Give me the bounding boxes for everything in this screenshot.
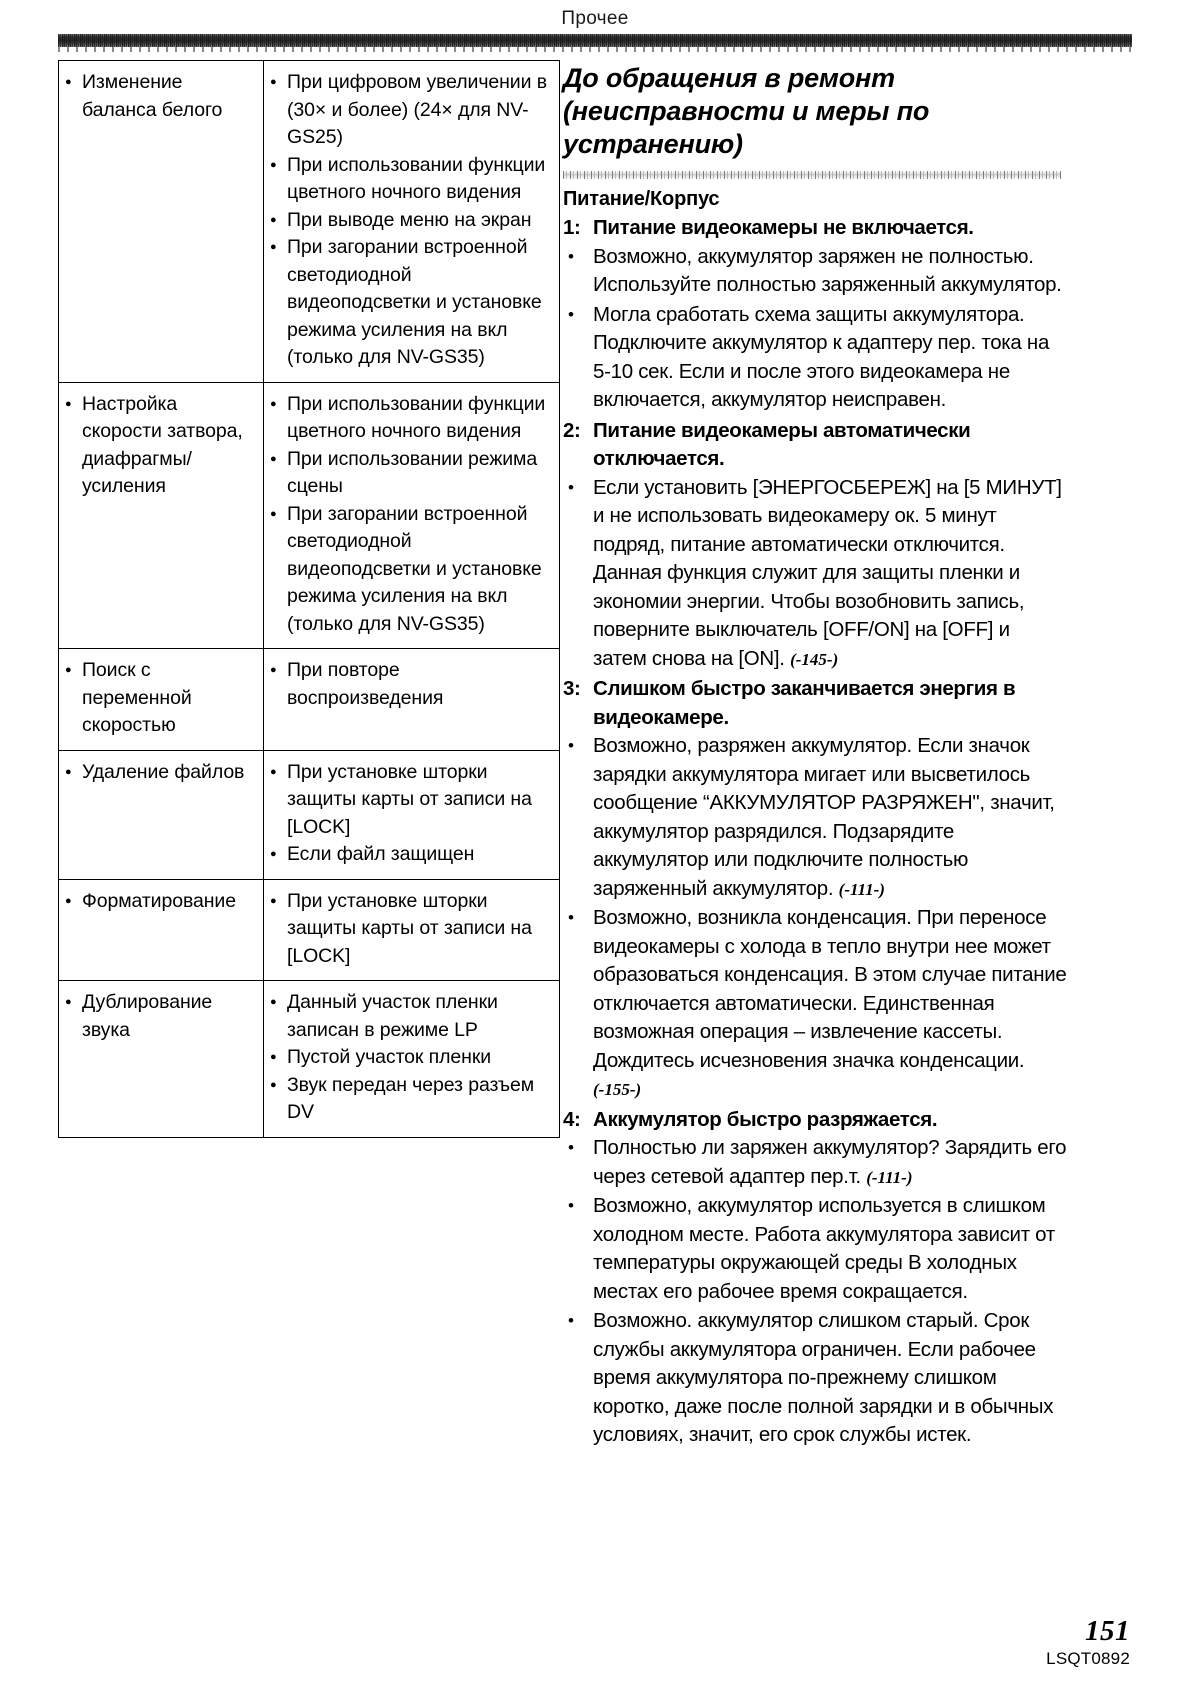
condition-list [270, 657, 553, 712]
solution-text: Если установить [ЭНЕРГОСБЕРЕЖ] на [5 МИНУТ] и не использовать видеокамеру ок. 5 минут подряд, питание автоматически отключится. Данная функция служит для защиты пленки и экономии энергии. Чтобы возобновить запись, поверните выключатель [OFF/ON] на [OFF] и затем снова на [ON]. [593, 475, 1062, 670]
table-row [59, 879, 560, 981]
list-item: ● Пустой участок пленки [270, 1044, 553, 1072]
condition-list [270, 391, 553, 639]
list-item: ● При загорании встроенной светодиодной видеоподсветки и установке режима усиления на вкл (только для NV-GS35) [270, 234, 553, 372]
list-item: ● Если файл защищен [270, 841, 553, 869]
problem-number: 1: [563, 216, 581, 239]
condition-list [270, 888, 553, 971]
header-decorative-rule-shadow [58, 47, 1132, 52]
table-row [59, 382, 560, 649]
list-item: ● При установке шторки защиты карты от записи на [LOCK] [270, 759, 553, 842]
table-cell-feature [59, 879, 264, 981]
table-cell-conditions [264, 981, 560, 1138]
list-item [563, 1134, 1068, 1192]
subsection-heading: Питание/Корпус [563, 188, 720, 210]
list-item: ● При использовании функции цветного ночного видения [270, 391, 553, 446]
feature-list [65, 888, 257, 916]
feature-list [65, 759, 257, 787]
table-row [59, 61, 560, 383]
problem-number: 3: [563, 677, 581, 700]
left-column [58, 60, 547, 1138]
list-item: ● При загорании встроенной светодиодной видеоподсветки и установке режима усиления на вкл (только для NV-GS35) [270, 501, 553, 639]
document-code: LSQT0892 [1046, 1649, 1130, 1668]
table-cell-feature [59, 981, 264, 1138]
table-cell-feature [59, 649, 264, 751]
list-item: ● Дублирование звука [65, 989, 257, 1044]
list-item [563, 904, 1068, 1105]
feature-list [65, 69, 257, 124]
table-cell-conditions [264, 879, 560, 981]
list-item [563, 474, 1068, 675]
list-item: ● При цифровом увеличении в (30× и более) (24× для NV-GS25) [270, 69, 553, 152]
list-item: ● Данный участок пленки записан в режиме LP [270, 989, 553, 1044]
feature-restrictions-table [58, 60, 560, 1138]
list-item: ● Настройка скорости затвора, диафрагмы/ усиления [65, 391, 257, 501]
problem-text: Питание видеокамеры автоматически отключается. [593, 418, 971, 470]
solution-list [563, 732, 1068, 1105]
list-item: ● Поиск с переменной скоростью [65, 657, 257, 740]
table-cell-conditions [264, 61, 560, 383]
list-item [563, 301, 1068, 416]
table-row [59, 981, 560, 1138]
page-reference: (-145-) [790, 649, 839, 669]
table-row [59, 649, 560, 751]
table-cell-conditions [264, 382, 560, 649]
solution-list [563, 474, 1068, 675]
list-item [563, 1307, 1068, 1451]
right-column [563, 56, 1068, 1451]
page-reference: (-155-) [593, 1080, 642, 1099]
page-reference: (-111-) [866, 1167, 913, 1187]
feature-list [65, 391, 257, 501]
condition-list [270, 989, 553, 1127]
solution-text: Возможно, возникла конденсация. При переносе видеокамеры с холода в тепло внутри нее может образоваться конденсация. В этом случае питание отключается автоматически. Единственная возможная операция – извлечение кассеты. Дождитесь исчезновения значка конденсации. [593, 906, 1067, 1072]
section-title-rule [563, 171, 1061, 179]
feature-list [65, 657, 257, 740]
problem-heading [563, 417, 1068, 474]
page-footer [1046, 1616, 1130, 1670]
solution-text: Возможно. аккумулятор слишком старый. Срок службы аккумулятора ограничен. Если рабочее время аккумулятора по-прежнему слишком коротко, даже после полной зарядки и в обычных условиях, значит, его срок службы истек. [593, 1309, 1054, 1446]
condition-list [270, 759, 553, 869]
section-title: До обращения в ремонт (неисправности и меры по устранению) [563, 63, 930, 159]
problem-heading [563, 214, 1068, 243]
table-cell-feature [59, 382, 264, 649]
list-item [563, 732, 1068, 904]
solution-text: Могла сработать схема защиты аккумулятора. Подключите аккумулятор к адаптеру пер. тока на 5-10 сек. Если и после этого видеокамера не включается, аккумулятор неисправен. [593, 302, 1050, 411]
table-row [59, 750, 560, 879]
solution-text: Возможно, аккумулятор используется в слишком холодном месте. Работа аккумулятора зависит от температуры окружающей среды В холодных местах его рабочее время сокращается. [593, 1194, 1055, 1303]
list-item: ● При установке шторки защиты карты от записи на [LOCK] [270, 888, 553, 971]
list-item: ● Форматирование [65, 888, 257, 916]
problem-heading [563, 675, 1068, 732]
solution-text: Возможно, аккумулятор заряжен не полностью. Используйте полностью заряженный аккумулятор. [593, 244, 1062, 296]
list-item: ● Изменение баланса белого [65, 69, 257, 124]
problem-number: 4: [563, 1107, 581, 1131]
list-item: ● Звук передан через разъем DV [270, 1072, 553, 1127]
feature-list [65, 989, 257, 1044]
solution-list [563, 1134, 1068, 1451]
list-item [563, 1192, 1068, 1307]
table-cell-feature [59, 750, 264, 879]
page-header [0, 0, 1190, 50]
table-cell-conditions [264, 750, 560, 879]
list-item: ● Удаление файлов [65, 759, 257, 787]
page-number: 151 [1085, 1615, 1130, 1647]
problem-text: Питание видеокамеры не включается. [593, 216, 974, 239]
list-item [563, 243, 1068, 301]
list-item: ● При использовании режима сцены [270, 446, 553, 501]
problem-heading [563, 1106, 1068, 1135]
solution-list [563, 243, 1068, 416]
solution-text: Полностью ли заряжен аккумулятор? Зарядить его через сетевой адаптер пер.т. [593, 1136, 1067, 1188]
solution-text: Возможно, разряжен аккумулятор. Если значок зарядки аккумулятора мигает или высветилось сообщение “АККУМУЛЯТОР РАЗРЯЖЕН", значит, аккумулятор разрядился. Подзарядите аккумулятор или подключите полностью заряженный аккумулятор. [593, 734, 1055, 900]
header-decorative-rule [58, 34, 1132, 47]
list-item: ● При выводе меню на экран [270, 207, 553, 235]
list-item: ● При повторе воспроизведения [270, 657, 553, 712]
problem-number: 2: [563, 418, 581, 442]
problem-text: Слишком быстро заканчивается энергия в видеокамере. [593, 677, 1016, 729]
page-reference: (-111-) [838, 879, 885, 899]
table-cell-feature [59, 61, 264, 383]
condition-list [270, 69, 553, 372]
running-head-title: Прочее [561, 8, 629, 29]
list-item: ● При использовании функции цветного ночного видения [270, 152, 553, 207]
table-cell-conditions [264, 649, 560, 751]
problem-text: Аккумулятор быстро разряжается. [593, 1107, 938, 1131]
